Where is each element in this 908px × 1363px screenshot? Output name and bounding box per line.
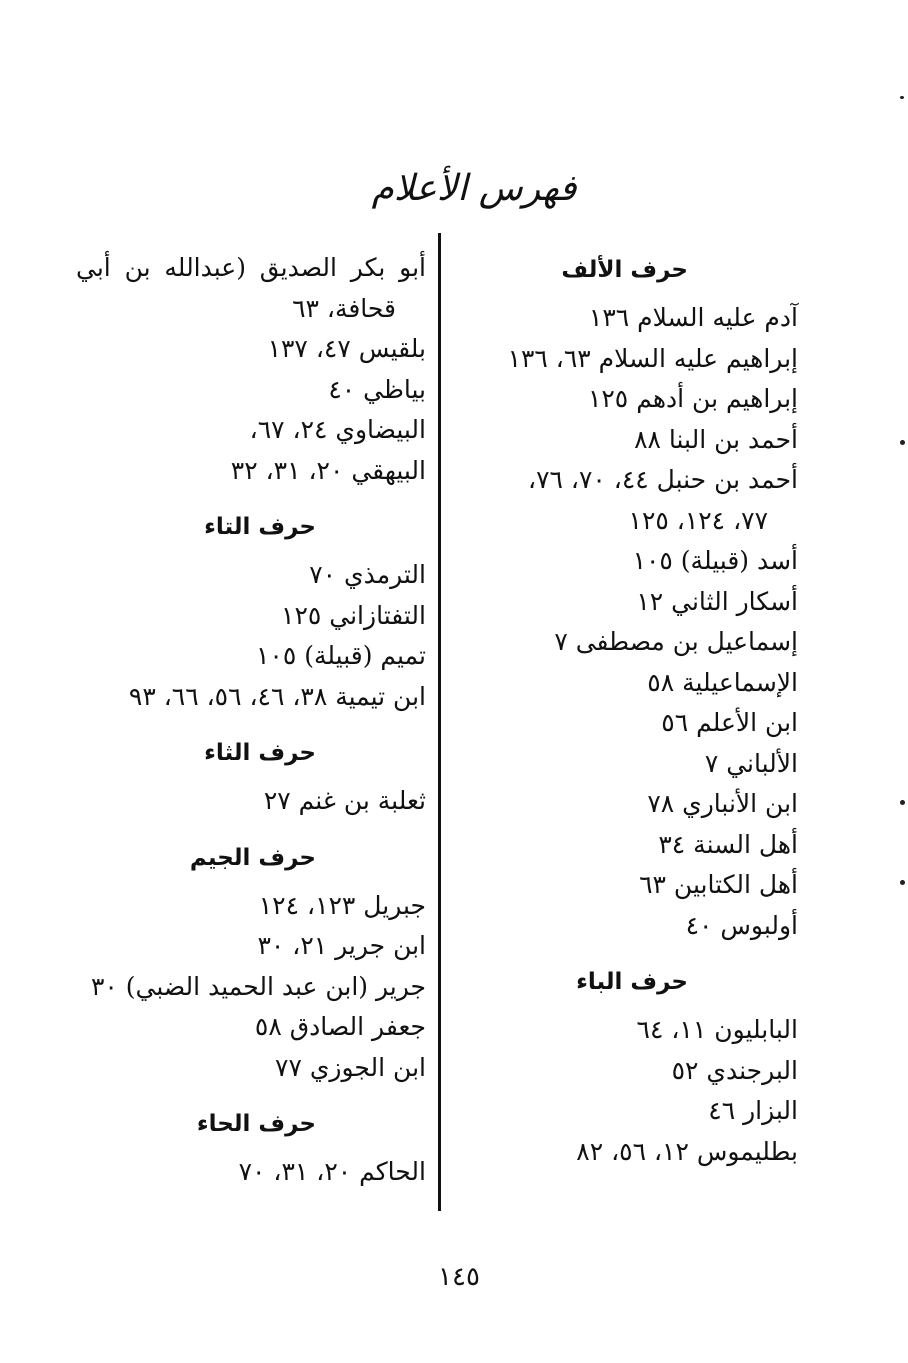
- index-entry: أبو بكر الصديق (عبدالله بن أبي: [76, 253, 426, 282]
- index-entry: ابن الأعلم ٥٦: [661, 708, 798, 737]
- left-column: [76, 248, 426, 1193]
- section-heading-jim: حرف الجيم: [189, 844, 316, 871]
- index-entry: البيهقي ٢٠، ٣١، ٣٢: [230, 455, 426, 485]
- scan-mark: [900, 96, 904, 99]
- section-heading-ha: حرف الحاء: [196, 1111, 316, 1137]
- index-entry: آدم عليه السلام ١٣٦: [588, 303, 798, 332]
- index-entry: البيضاوي ٢٤، ٦٧،: [249, 415, 426, 444]
- index-entry: أحمد بن البنا ٨٨: [634, 424, 798, 454]
- index-entry: إبراهيم عليه السلام ٦٣، ١٣٦: [507, 343, 798, 373]
- scan-mark: [900, 880, 905, 885]
- index-entry: الترمذي ٧٠: [309, 560, 426, 589]
- scan-mark: [900, 440, 905, 445]
- section-heading-tha: حرف الثاء: [204, 740, 316, 766]
- index-entry: أسكار الثاني ١٢: [636, 586, 798, 616]
- index-entry: البزار ٤٦: [708, 1096, 798, 1125]
- index-entry: التفتازاني ١٢٥: [281, 600, 426, 630]
- section-heading-ta: حرف التاء: [204, 514, 316, 540]
- page-number: ١٤٥: [438, 1262, 480, 1292]
- page-title: فهرس الأعلام: [371, 168, 577, 209]
- scan-mark: [900, 800, 905, 805]
- index-entry: إسماعيل بن مصطفى ٧: [554, 627, 798, 656]
- index-entry: تميم (قبيلة) ١٠٥: [255, 641, 426, 670]
- right-column: [448, 248, 798, 1172]
- index-entry: ابن الجوزي ٧٧: [275, 1052, 426, 1082]
- index-entry: البرجندي ٥٢: [671, 1055, 798, 1085]
- index-entry: جرير (ابن عبد الحميد الضبي) ٣٠: [90, 971, 426, 1001]
- index-entry: أهل الكتابين ٦٣: [639, 870, 798, 899]
- column-divider: [438, 233, 441, 1211]
- index-entry-continuation: ٧٧، ١٢٤، ١٢٥: [628, 505, 768, 535]
- index-entry: الحاكم ٢٠، ٣١، ٧٠: [238, 1157, 426, 1186]
- index-entry-continuation: قحافة، ٦٣: [292, 293, 396, 323]
- index-entry: الإسماعيلية ٥٨: [647, 667, 798, 697]
- section-heading-alif: حرف الألف: [561, 257, 688, 283]
- index-entry: جعفر الصادق ٥٨: [254, 1012, 426, 1041]
- index-entry: ثعلبة بن غنم ٢٧: [263, 786, 426, 815]
- index-entry: ابن جرير ٢١، ٣٠: [257, 931, 426, 960]
- index-entry: أحمد بن حنبل ٤٤، ٧٠، ٧٦،: [528, 465, 798, 494]
- index-entry: بلقيس ٤٧، ١٣٧: [267, 334, 426, 363]
- index-entry: بياظي ٤٠: [328, 374, 426, 404]
- index-entry: الألباني ٧: [704, 748, 798, 778]
- section-heading-ba: حرف الباء: [576, 969, 688, 995]
- index-entry: بطليموس ١٢، ٥٦، ٨٢: [576, 1136, 798, 1166]
- index-entry: ابن تيمية ٣٨، ٤٦، ٥٦، ٦٦، ٩٣: [128, 681, 426, 711]
- index-entry: أولبوس ٤٠: [685, 910, 798, 940]
- index-entry: أهل السنة ٣٤: [658, 829, 798, 859]
- index-entry: جبريل ١٢٣، ١٢٤: [258, 890, 426, 920]
- index-entry: البابليون ١١، ٦٤: [636, 1015, 798, 1044]
- index-entry: أسد (قبيلة) ١٠٥: [632, 546, 798, 575]
- index-entry: إبراهيم بن أدهم ١٢٥: [587, 384, 798, 413]
- index-entry: ابن الأنباري ٧٨: [647, 789, 798, 818]
